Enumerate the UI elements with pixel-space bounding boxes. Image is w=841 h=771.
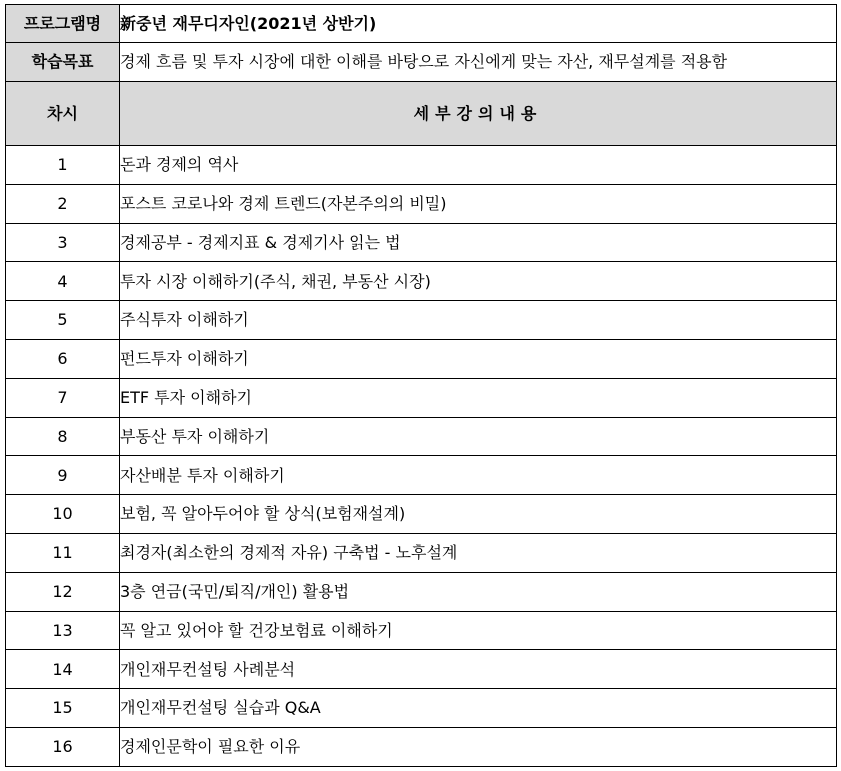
session-row <box>6 650 837 689</box>
program-label: 프로그램명 <box>6 5 120 43</box>
session-content: 돈과 경제의 역사 <box>120 146 837 185</box>
session-number: 14 <box>6 650 120 689</box>
session-row <box>6 223 837 262</box>
session-content: 보험, 꼭 알아두어야 할 상식(보험재설계) <box>120 495 837 534</box>
session-content: 부동산 투자 이해하기 <box>120 417 837 456</box>
session-row <box>6 184 837 223</box>
session-number: 9 <box>6 456 120 495</box>
session-number: 5 <box>6 301 120 340</box>
session-row <box>6 689 837 728</box>
session-content: 개인재무컨설팅 실습과 Q&A <box>120 689 837 728</box>
session-content: 펀드투자 이해하기 <box>120 339 837 378</box>
session-row <box>6 533 837 572</box>
session-content: 포스트 코로나와 경제 트렌드(자본주의의 비밀) <box>120 184 837 223</box>
session-content: 경제인문학이 필요한 이유 <box>120 727 837 766</box>
session-number: 16 <box>6 727 120 766</box>
session-number: 15 <box>6 689 120 728</box>
session-number: 13 <box>6 611 120 650</box>
session-content: 최경자(최소한의 경제적 자유) 구축법 - 노후설계 <box>120 533 837 572</box>
content-column-header: 세부강의내용 <box>120 82 837 146</box>
session-row <box>6 262 837 301</box>
session-row <box>6 301 837 340</box>
session-content: 투자 시장 이해하기(주식, 채권, 부동산 시장) <box>120 262 837 301</box>
session-content: 개인재무컨설팅 사례분석 <box>120 650 837 689</box>
goal-row <box>6 43 837 82</box>
session-number: 12 <box>6 572 120 611</box>
session-number: 1 <box>6 146 120 185</box>
session-number: 4 <box>6 262 120 301</box>
session-number: 8 <box>6 417 120 456</box>
session-row <box>6 572 837 611</box>
goal-text: 경제 흐름 및 투자 시장에 대한 이해를 바탕으로 자신에게 맞는 자산, 재무설계를 적용함 <box>120 43 837 82</box>
session-content: 꼭 알고 있어야 할 건강보험료 이해하기 <box>120 611 837 650</box>
session-row <box>6 417 837 456</box>
session-content: 주식투자 이해하기 <box>120 301 837 340</box>
session-row <box>6 339 837 378</box>
session-number: 10 <box>6 495 120 534</box>
session-content: 경제공부 - 경제지표 & 경제기사 읽는 법 <box>120 223 837 262</box>
goal-label: 학습목표 <box>6 43 120 82</box>
program-name: 新중년 재무디자인(2021년 상반기) <box>120 5 837 43</box>
session-content: 3층 연금(국민/퇴직/개인) 활용법 <box>120 572 837 611</box>
curriculum-table <box>5 4 837 767</box>
session-row <box>6 378 837 417</box>
session-row <box>6 456 837 495</box>
session-row <box>6 495 837 534</box>
session-number: 7 <box>6 378 120 417</box>
session-content: ETF 투자 이해하기 <box>120 378 837 417</box>
session-content: 자산배분 투자 이해하기 <box>120 456 837 495</box>
session-number: 11 <box>6 533 120 572</box>
session-row <box>6 727 837 766</box>
session-number: 3 <box>6 223 120 262</box>
program-row <box>6 5 837 43</box>
session-column-header: 차시 <box>6 82 120 146</box>
session-row <box>6 146 837 185</box>
session-number: 2 <box>6 184 120 223</box>
session-number: 6 <box>6 339 120 378</box>
session-row <box>6 611 837 650</box>
column-header-row <box>6 82 837 146</box>
